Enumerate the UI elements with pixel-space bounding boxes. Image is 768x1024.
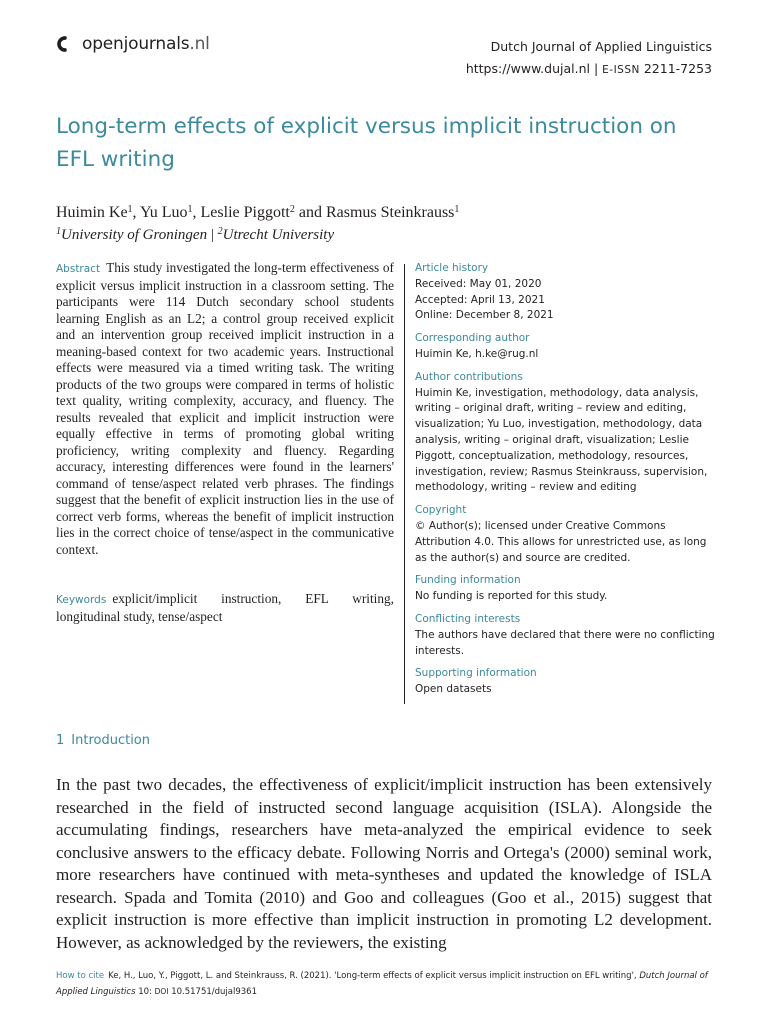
- issn-number: 2211-7253: [643, 61, 712, 76]
- issn-label: E-ISSN: [602, 64, 640, 76]
- journal-name: Dutch Journal of Applied Linguistics: [490, 39, 712, 54]
- affiliation-name: University of Groningen: [61, 227, 208, 243]
- author-separator: ,: [192, 204, 201, 221]
- affiliation-sup: 1: [56, 226, 61, 237]
- author-contributions-heading: Author contributions: [415, 370, 523, 383]
- journal-url[interactable]: https://www.dujal.nl: [465, 61, 590, 76]
- intro-paragraph: In the past two decades, the effectiveness of explicit/implicit instruction has been extensively researched in the field of instructed second language acquisition (ISLA). Alongside the accumulating findings, researchers have meta-analyzed the empirical evidence to seek conclusive answers to the efficacy debate. Following Norris and Ortega's (2000) seminal work, more researchers have continued with meta-syntheses and updated the knowledge of ISLA research. Spada and Tomita (2010) and Goo and colleagues (Goo et al., 2015) suggest that explicit instruction is more effective than implicit instruction in promoting L2 development. However, as acknowledged by the reviewers, the existing: [56, 775, 712, 952]
- received-date: Received: May 01, 2020: [415, 277, 542, 290]
- funding-heading: Funding information: [415, 574, 521, 587]
- conflicting-interests-text: The authors have declared that there were no conflicting interests.: [415, 628, 715, 657]
- conflicting-interests-heading: Conflicting interests: [415, 612, 521, 625]
- journal-header: [466, 36, 712, 81]
- affiliation-name: Utrecht University: [222, 227, 335, 243]
- author-name: Leslie Piggott: [200, 204, 290, 221]
- citation-volume: 10: [138, 987, 150, 997]
- abstract: [56, 260, 394, 558]
- author-separator: and: [294, 204, 326, 221]
- author-name: Huimin Ke: [56, 204, 128, 221]
- author-affil-sup: 1: [454, 204, 460, 215]
- affiliation-separator: |: [207, 227, 218, 243]
- doi-label: DOI: [154, 987, 169, 996]
- author-separator: ,: [132, 204, 140, 221]
- citation-footer: How to cite Ke, H., Luo, Y., Piggott, L. and Steinkrauss, R. (2021). 'Long-term effects of explicit versus implicit instruction on EFL writing', Dutch Journal of Applied Linguistics 10: DOI 10.51751/dujal9361: [56, 971, 708, 997]
- logo-name: openjournals: [82, 34, 190, 54]
- affiliation-sup: 2: [217, 226, 223, 237]
- author-name: Yu Luo: [139, 204, 188, 221]
- citation-journal: Dutch Journal of Applied Linguistics: [56, 971, 708, 997]
- abstract-label: Abstract: [56, 263, 101, 275]
- logo-wordmark: [82, 34, 210, 54]
- citation-text: Ke, H., Luo, Y., Piggott, L. and Steinkrauss, R. (2021). 'Long-term effects of explicit versus implicit instruction on EFL writing',: [108, 971, 637, 981]
- funding-text: No funding is reported for this study.: [415, 590, 608, 603]
- accepted-date: Accepted: April 13, 2021: [415, 293, 545, 306]
- article-title: Long-term effects of explicit versus implicit instruction on EFL writing: [56, 114, 677, 172]
- corresponding-author: Huimin Ke, h.ke@rug.nl: [415, 347, 539, 360]
- copyright-heading: Copyright: [415, 504, 467, 517]
- journal-url-issn-line: [466, 58, 712, 81]
- openjournals-logo[interactable]: [56, 34, 210, 54]
- supporting-info-heading: Supporting information: [415, 667, 537, 680]
- keywords-text: explicit/implicit instruction, EFL writing, longitudinal study, tense/aspect: [56, 591, 394, 624]
- author-list: [56, 204, 459, 222]
- section-number: 1: [56, 733, 65, 748]
- online-date: Online: December 8, 2021: [415, 309, 554, 322]
- article-history-heading: Article history: [415, 262, 489, 274]
- section-heading: [56, 733, 150, 748]
- corresponding-author-heading: Corresponding author: [415, 332, 530, 345]
- author-affil-sup: 2: [289, 204, 295, 215]
- affiliations: [56, 227, 334, 244]
- abstract-text: This study investigated the long-term effectiveness of explicit versus implicit instruction in a classroom setting. The participants were 114 Dutch secondary school students learning English as an L2; a control group received explicit and an intervention group received implicit instruction in a meaning-based context for two academic years. Instructional effects were measured via a timed writing task. The writing products of the two groups were compared in terms of holistic text quality, writing complexity, accuracy, and fluency. The results revealed that explicit and implicit instruction were equally effective in terms of promoting global writing proficiency, writing complexity and fluency. Regarding accuracy, interesting differences were found in the learners' command of tense/aspect related verb phrases. The findings suggest that the benefit of explicit instruction lies in the use of correct verb forms, whereas the benefit of implicit instruction lies in the correct choice of tense/aspect in the communicative context.: [56, 260, 394, 557]
- author-contributions: Huimin Ke, investigation, methodology, data analysis, writing – original draft, writing – review and editing, visualization; Yu Luo, investigation, methodology, data analysis, writing – original draft, visualization; Leslie Piggott, conceptualization, methodology, resources, investigation, review; Rasmus Steinkrauss, supervision, methodology, writing – review and editing: [415, 386, 708, 494]
- author-affil-sup: 1: [187, 204, 193, 215]
- keywords-label: Keywords: [56, 594, 107, 606]
- openjournals-logo-icon: [56, 34, 76, 54]
- header-separator: |: [593, 61, 599, 76]
- supporting-info-text[interactable]: Open datasets: [415, 683, 492, 696]
- article-info-sidebar: [415, 261, 715, 698]
- how-to-cite-label: How to cite: [56, 971, 105, 981]
- author-affil-sup: 1: [127, 204, 133, 215]
- copyright-text: © Author(s); licensed under Creative Commons Attribution 4.0. This allows for unrestricted use, as long as the author(s) and source are credited.: [415, 519, 707, 564]
- doi-link[interactable]: 10.51751/dujal9361: [171, 987, 257, 997]
- logo-tld: .nl: [189, 34, 210, 54]
- author-name: Rasmus Steinkrauss: [325, 204, 455, 221]
- column-divider: [404, 264, 405, 704]
- section-title: Introduction: [71, 733, 151, 748]
- keywords: [56, 591, 394, 625]
